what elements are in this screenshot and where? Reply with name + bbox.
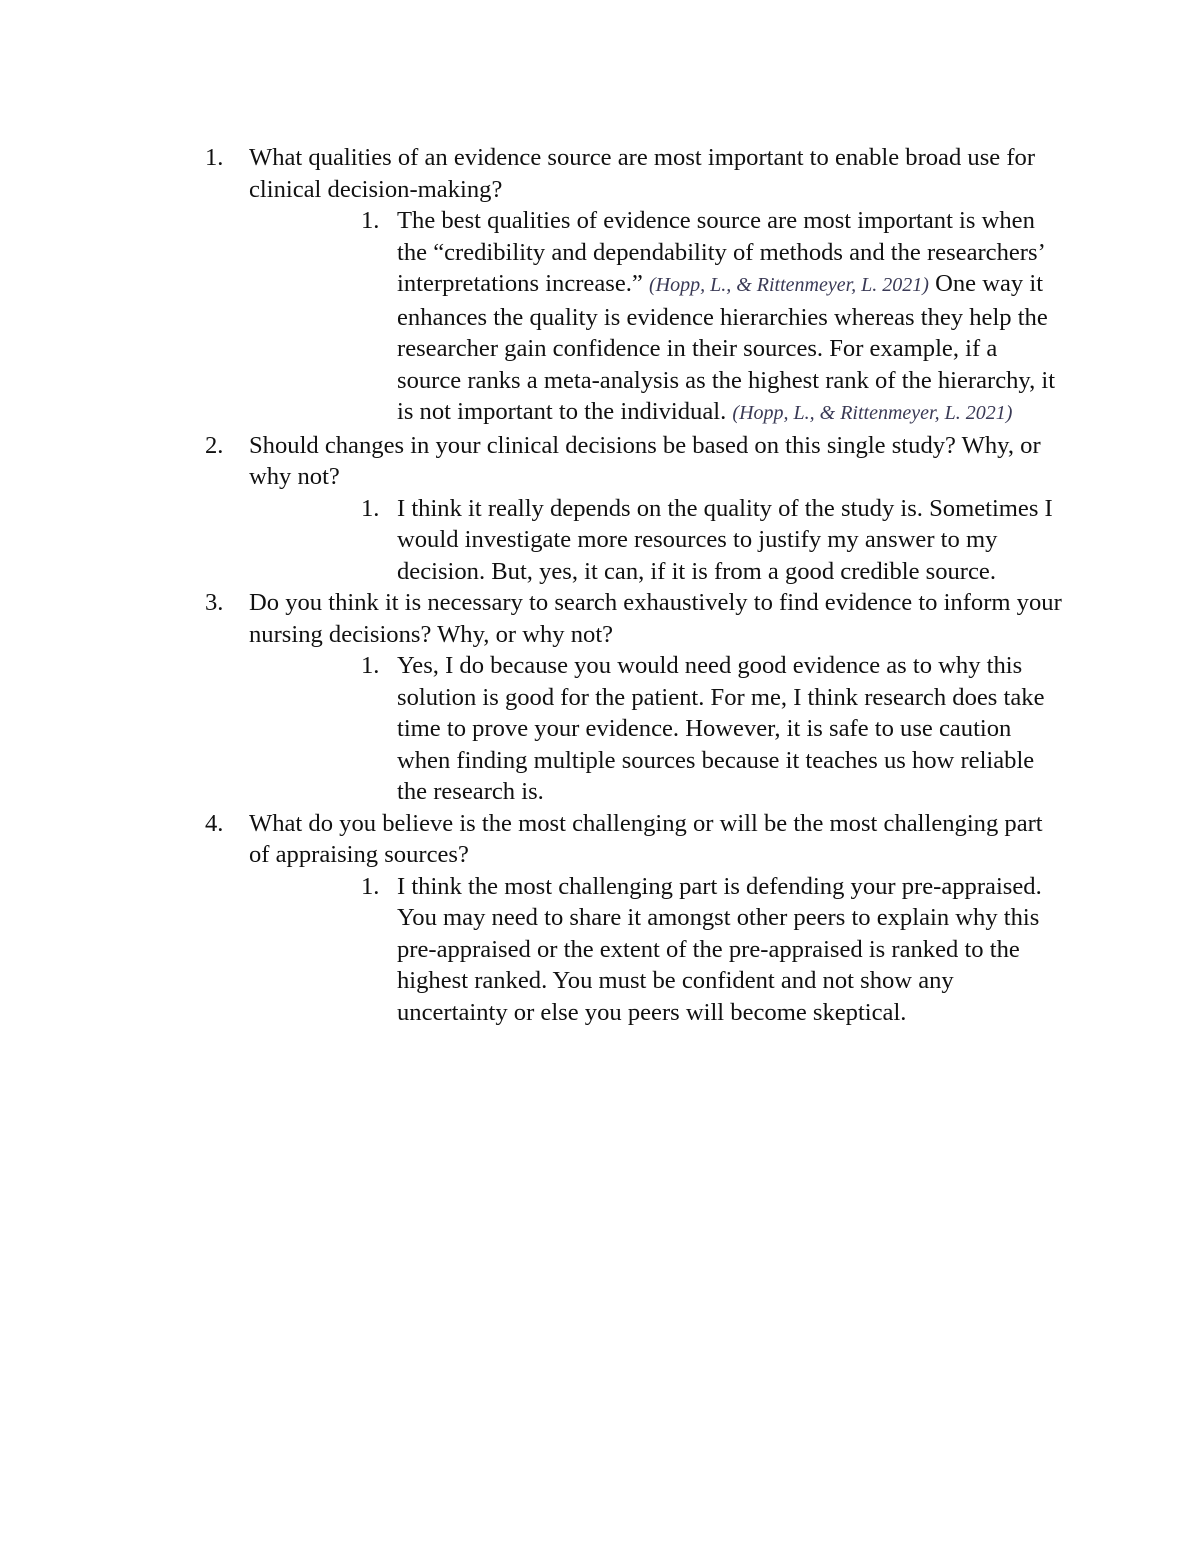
answer-list [249,493,1065,588]
answer-list [249,650,1065,808]
citation: (Hopp, L., & Rittenmeyer, L. 2021) [732,402,1013,424]
question-item-3 [205,587,1065,808]
citation: (Hopp, L., & Rittenmeyer, L. 2021) [648,274,929,296]
answer-item [249,650,1065,808]
question-number: 2. [205,431,224,459]
answer-item [249,205,1065,430]
answer-item [249,493,1065,588]
answer-item [249,871,1065,1029]
answer-list [249,205,1065,430]
answer-number: 1. [361,494,380,522]
answer-text: One way it enhances the quality is evidence hierarchies whereas they help the researcher gain confidence in their sources. For example, if a source ranks a meta-analysis as the highest rank of the hierarchy, it is not important to the individual. [397,270,1056,425]
question-text: What do you believe is the most challenging or will be the most challenging part of appraising sources? [249,809,1043,868]
question-item-2 [205,430,1065,588]
answer-text: The best qualities of evidence source are most important is when the “credibility and dependability of methods and the researchers’ interpretations increase.” [397,207,1044,297]
answer-text: Yes, I do because you would need good evidence as to why this solution is good for the patient. For me, I think research does take time to prove your evidence. However, it is safe to use caution when finding multiple sources because it teaches us how reliable the research is. [397,652,1045,805]
question-list [205,142,1065,1028]
answer-text: I think the most challenging part is defending your pre-appraised. You may need to share it amongst other peers to explain why this pre-appraised or the extent of the pre-appraised is ranked to the highest ranked. You must be confident and not show any uncertainty or else you peers will become skeptical. [397,872,1042,1026]
question-item-1 [205,142,1065,430]
question-text: What qualities of an evidence source are most important to enable broad use for clinical decision-making? [249,144,1036,203]
answer-list [249,871,1065,1029]
answer-number: 1. [361,652,380,679]
answer-number: 1. [361,872,380,900]
question-text: Do you think it is necessary to search exhaustively to find evidence to inform your nursing decisions? Why, or why not? [249,589,1062,648]
question-number: 1. [205,144,224,171]
question-item-4 [205,808,1065,1029]
question-number: 4. [205,809,224,837]
question-text: Should changes in your clinical decisions be based on this single study? Why, or why not? [249,431,1041,490]
answer-number: 1. [361,207,380,234]
answer-text: I think it really depends on the quality of the study is. Sometimes I would investigate more resources to justify my answer to my decision. But, yes, it can, if it is from a good credible source. [397,494,1053,585]
question-number: 3. [205,589,224,616]
